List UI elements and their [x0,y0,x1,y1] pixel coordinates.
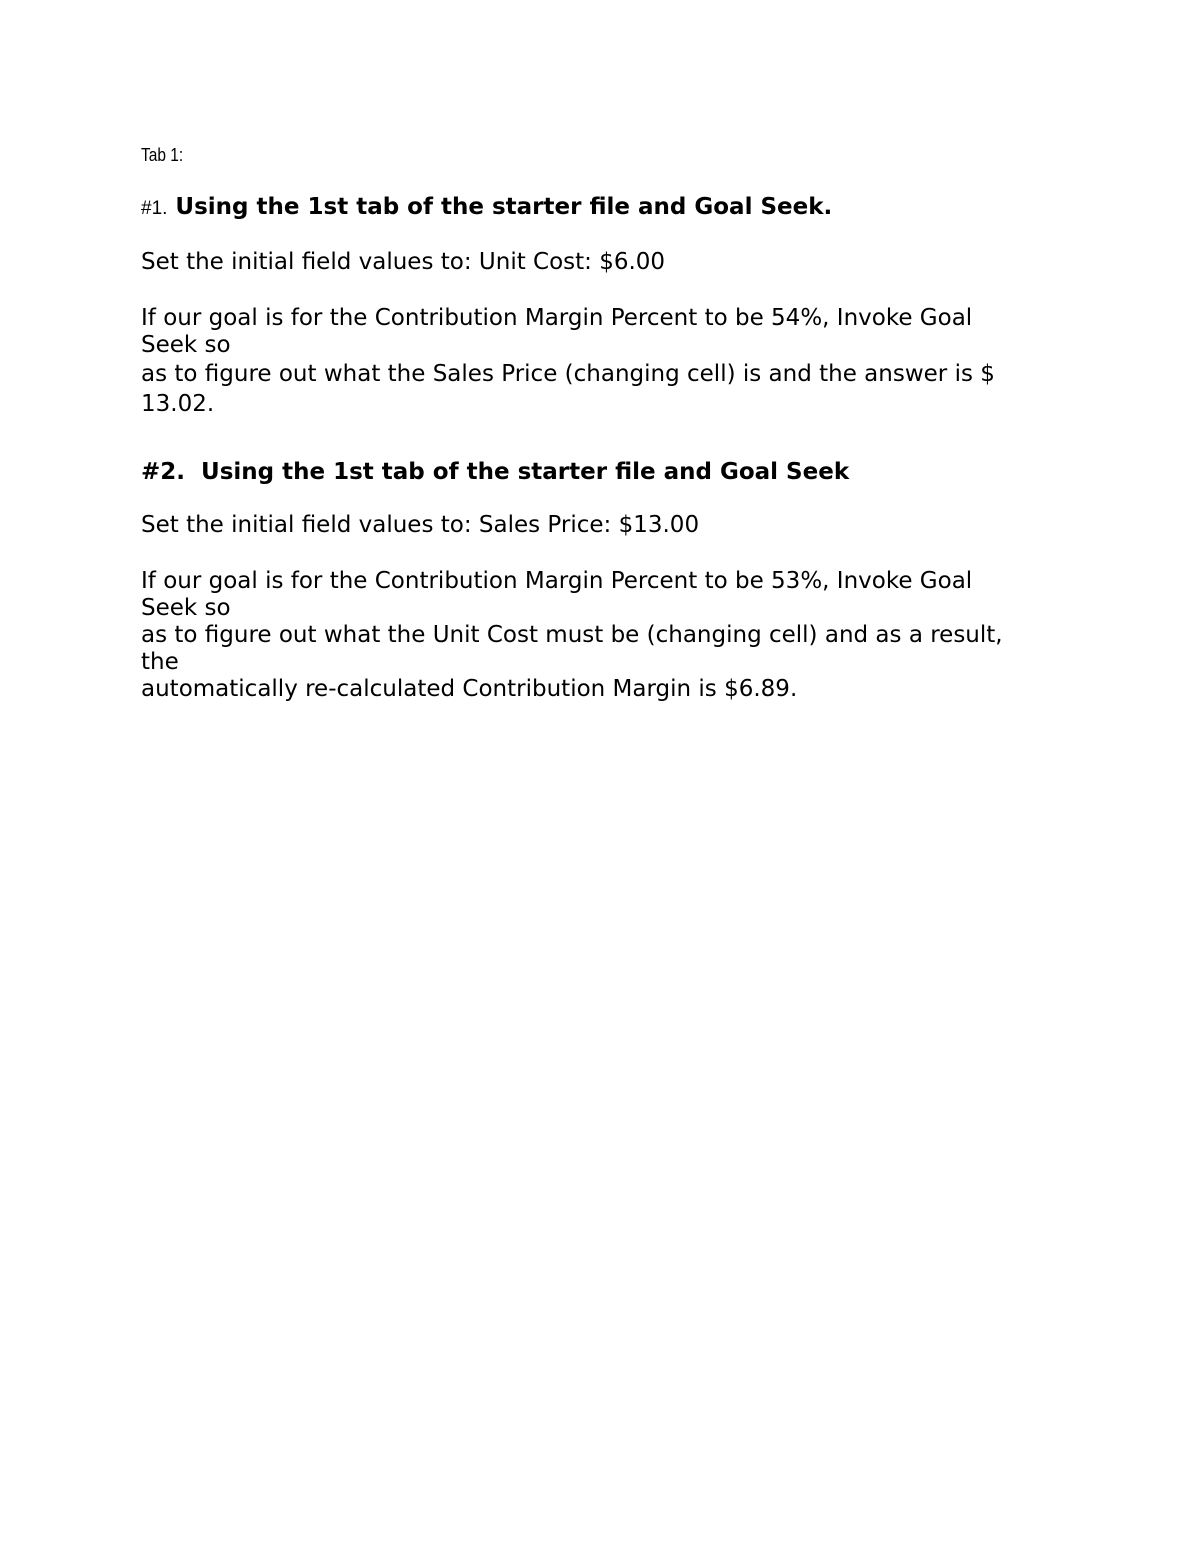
question-2-body-line: If our goal is for the Contribution Margin Percent to be 53%, Invoke Goal [141,568,973,594]
document-content [141,140,1041,703]
question-1-body-line: If our goal is for the Contribution Margin Percent to be 54%, Invoke Goal [141,305,973,331]
question-2-body-line: the [141,649,179,675]
question-2-title: Using the 1st tab of the starter file and Goal Seek [185,459,850,485]
question-1-body [141,305,1041,419]
question-2-body-line: automatically re-calculated Contribution Margin is $6.89. [141,676,798,702]
question-2-heading [141,457,1041,487]
question-1-heading [141,192,1041,224]
question-2-number: #2. [141,459,186,485]
question-1-body-line: 13.02. [141,391,215,417]
question-1-setup: Set the initial field values to: Unit Cost: $6.00 [141,249,666,275]
question-1-title: Using the 1st tab of the starter file and Goal Seek. [167,194,833,220]
question-2-body-line: as to figure out what the Unit Cost must be (changing cell) and as a result, [141,622,1003,648]
question-2-body [141,568,1041,703]
question-1-body-line: as to figure out what the Sales Price (changing cell) is and the answer is $ [141,361,995,387]
question-1-body-line: Seek so [141,332,231,358]
tab-label: Tab 1: [141,145,184,165]
question-2-body-line: Seek so [141,595,231,621]
question-1-number: #1. [141,198,168,219]
question-2-setup: Set the initial field values to: Sales Price: $13.00 [141,512,700,538]
